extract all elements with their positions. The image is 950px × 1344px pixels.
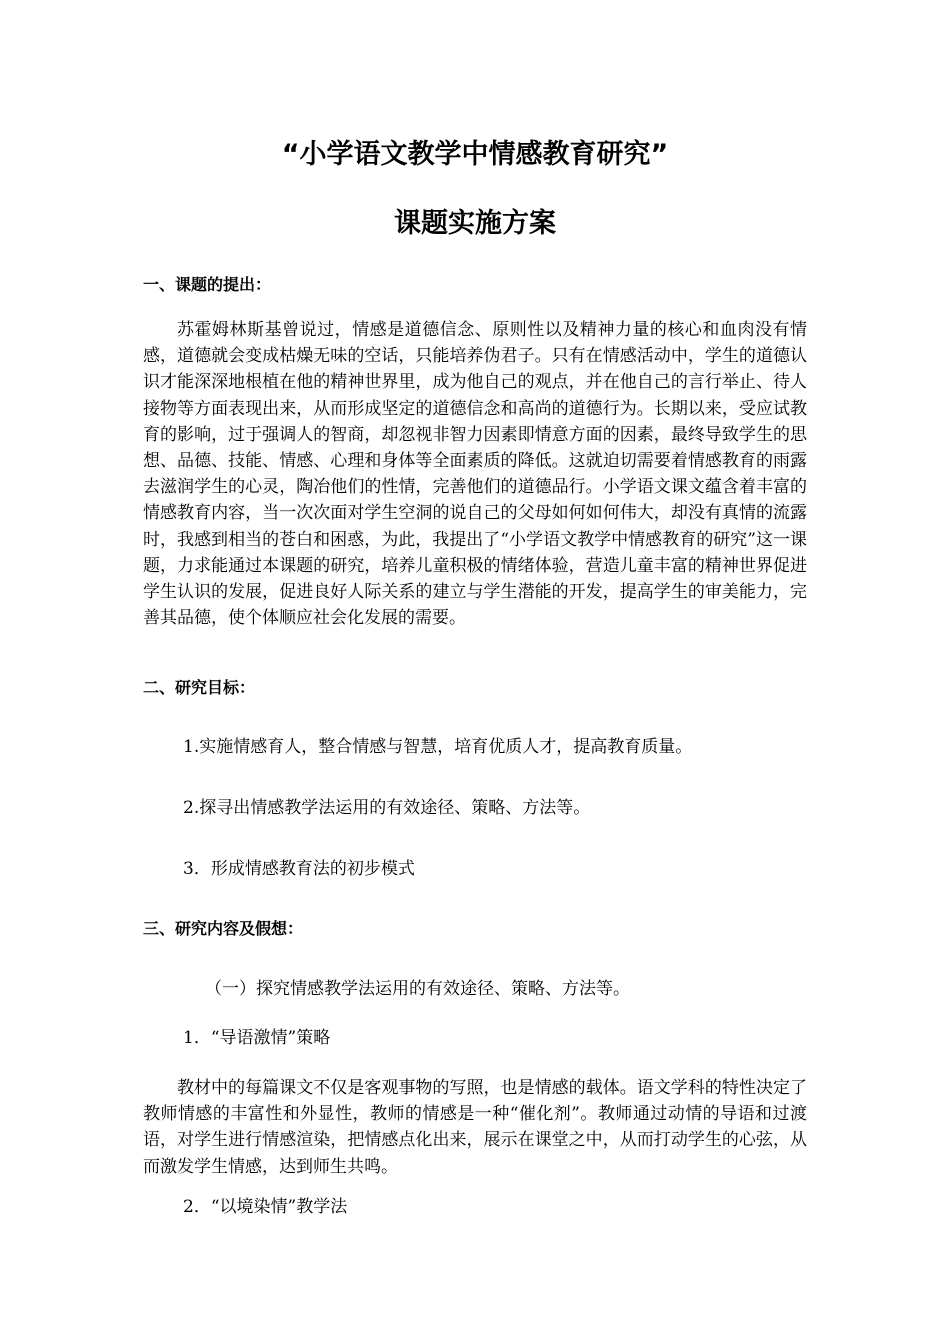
document-title: “小学语文教学中情感教育研究” (281, 139, 669, 170)
proposal-paragraph: 苏霍姆林斯基曾说过，情感是道德信念、原则性以及精神力量的核心和血肉没有情感，道德就会变成枯燥无味的空话，只能培养伪君子。只有在情感活动中，学生的道德认识才能深深地根植在他的精神世界里，成为他自己的观点，并在他自己的言行举止、待人接物等方面表现出来，从而形成坚定的道德信念和高尚的道德行为。长期以来，受应试教育的影响，过于强调人的智商，却忽视非智力因素即情意方面的因素，最终导致学生的思想、品德、技能、情感、心理和身体等全面素质的降低。这就迫切需要着情感教育的雨露去滋润学生的心灵，陶冶他们的性情，完善他们的道德品行。小学语文课文蕴含着丰富的情感教育内容，当一次次面对学生空洞的说自己的父母如何如何伟大，却没有真情的流露时，我感到相当的苍白和困惑，为此，我提出了“小学语文教学中情感教育的研究”这一课题，力求能通过本课题的研究，培养儿童积极的情绪体验，营造儿童丰富的精神世界促进学生认识的发展，促进良好人际关系的建立与学生潜能的开发，提高学生的审美能力，完善其品德，使个体顺应社会化发展的需要。 (143, 320, 807, 629)
strategy-1-title: 1．“导语激情”策略 (183, 1028, 331, 1048)
goal-item-1: 1.实施情感育人，整合情感与智慧，培育优质人才，提高教育质量。 (183, 737, 693, 757)
document-subtitle: 课题实施方案 (394, 208, 556, 239)
goal-item-2: 2.探寻出情感教学法运用的有效途径、策略、方法等。 (183, 798, 591, 818)
section-heading-proposal: 一、课题的提出： (143, 275, 272, 294)
strategy-2-title: 2．“以境染情”教学法 (183, 1197, 348, 1217)
section-heading-content: 三、研究内容及假想： (143, 919, 304, 938)
strategy-1-paragraph: 教材中的每篇课文不仅是客观事物的写照，也是情感的载体。语文学科的特性决定了教师情感的丰富性和外显性，教师的情感是一种“催化剂”。教师通过动情的导语和过渡语，对学生进行情感渲染，把情感点化出来，展示在课堂之中，从而打动学生的心弦，从而激发学生情感，达到师生共鸣。 (143, 1078, 807, 1177)
section-heading-goals: 二、研究目标： (143, 678, 256, 697)
content-subheading: （一）探究情感教学法运用的有效途径、策略、方法等。 (205, 979, 630, 999)
goal-item-3: 3．形成情感教育法的初步模式 (183, 859, 415, 879)
